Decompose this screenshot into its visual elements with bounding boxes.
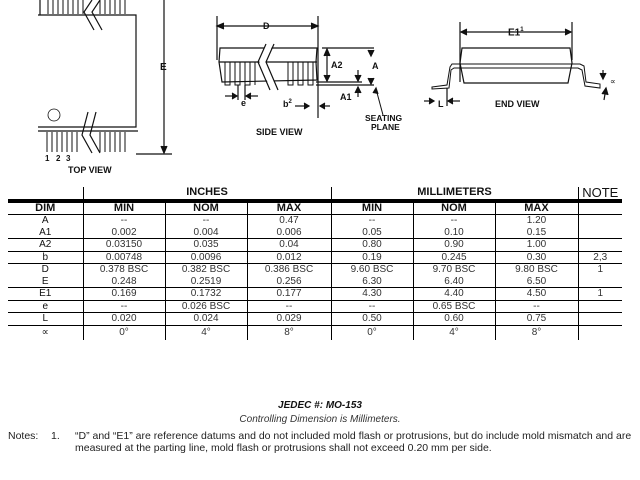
in-nom-cell: 0.004 [165,227,247,239]
dim-cell: e [8,300,83,313]
mm-max-cell: 1.00 [495,239,578,252]
in-min-cell: 0.020 [83,313,165,326]
dimension-label-D: D [263,21,270,31]
mm-nom-cell: 9.70 BSC [413,264,495,276]
mm-nom-cell: 0.10 [413,227,495,239]
mm-max-cell: 1.20 [495,215,578,227]
mm-min-cell: 9.60 BSC [331,264,413,276]
dim-cell: A1 [8,227,83,239]
in-nom-cell: 0.026 BSC [165,300,247,313]
dimension-label-L: L [438,99,444,109]
in-max-cell: 0.029 [247,313,331,326]
in-max-cell: -- [247,300,331,313]
mm-min-cell: 6.30 [331,276,413,288]
package-outline-drawing [0,0,640,180]
in-max-cell: 0.256 [247,276,331,288]
dimension-label-A2: A2 [331,60,343,70]
note-cell [578,276,622,288]
mm-min-cell: 0.19 [331,251,413,264]
dimension-label-alpha: ∝ [610,77,616,86]
in-max-cell: 0.47 [247,215,331,227]
note-cell: 1 [578,288,622,301]
dimension-label-A1: A1 [340,92,352,102]
dimension-label-b: $b^2$ [283,99,292,109]
mm-min-cell: 0° [331,325,413,340]
table-row [8,215,622,227]
in-nom-cell: 0.382 BSC [165,264,247,276]
mm-nom-cell: 4.40 [413,288,495,301]
mm-nom-cell: 0.245 [413,251,495,264]
table-row [8,227,622,239]
dim-cell: L [8,313,83,326]
mm-max-cell: 9.80 BSC [495,264,578,276]
in-min-cell: 0.00748 [83,251,165,264]
table-row [8,313,622,326]
column-header-in-max: MAX [247,201,331,215]
in-nom-cell: 0.1732 [165,288,247,301]
table-row [8,276,622,288]
in-max-cell: 0.177 [247,288,331,301]
dim-cell: A [41,215,49,226]
column-header-mm-max: MAX [495,201,578,215]
millimeters-group-header: MILLIMETERS [331,187,578,201]
mm-max-cell: 0.30 [495,251,578,264]
in-nom-cell: 0.2519 [165,276,247,288]
dimension-label-e: e [241,98,247,108]
dimension-table [8,187,622,340]
mm-max-cell: -- [495,300,578,313]
note-group-header: NOTE [578,187,622,201]
dim-cell: ∝ [41,326,49,338]
note-cell: 1 [578,264,622,276]
mm-nom-cell: 0.65 BSC [413,300,495,313]
dimension-label-E1: $E1^1$ [508,27,524,39]
mm-max-cell: 8° [495,325,578,340]
note-number: 1. [51,430,60,442]
in-min-cell: -- [83,300,165,313]
dim-cell: E1 [8,288,83,301]
note-cell [578,313,622,326]
in-max-cell: 0.012 [247,251,331,264]
in-min-cell: 0.169 [83,288,165,301]
mm-min-cell: -- [331,300,413,313]
in-max-cell: 0.386 BSC [247,264,331,276]
note-text: “D” and “E1” are reference datums and do not included mold flash or protrusions, but do include mold mismatch and are measured at the parting line, mold flash or protrusions shall not exceed 0.20 mm per side. [75,430,632,454]
seating-plane-label-2: PLANE [371,122,400,132]
note-cell [578,239,622,252]
table-row [8,300,622,313]
column-header-in-nom: NOM [165,201,247,215]
note-cell [578,215,622,227]
mm-min-cell: 0.05 [331,227,413,239]
dim-cell: E [8,276,83,288]
in-min-cell: 0.248 [83,276,165,288]
in-nom-cell: -- [165,215,247,227]
jedec-reference: JEDEC #: MO-153 [278,400,362,411]
side-view-title: SIDE VIEW [256,127,303,137]
mm-min-cell: 0.80 [331,239,413,252]
mm-nom-cell: 0.90 [413,239,495,252]
mm-max-cell: 0.75 [495,313,578,326]
top-view-title: TOP VIEW [68,165,112,175]
mm-max-cell: 6.50 [495,276,578,288]
note-cell [578,227,622,239]
table-column-header-row [8,201,622,215]
mm-nom-cell: -- [413,215,495,227]
in-min-cell: 0.002 [83,227,165,239]
dim-cell: b [8,251,83,264]
table-row [8,251,622,264]
dim-cell: A2 [8,239,83,252]
pin-2-label: 2 [56,154,61,163]
in-max-cell: 0.04 [247,239,331,252]
in-min-cell: 0.378 BSC [83,264,165,276]
pin-1-label: 1 [45,154,50,163]
mm-min-cell: 4.30 [331,288,413,301]
table-row [8,239,622,252]
column-header-note [578,201,622,215]
seating-plane-label-1: SEATING [365,113,403,123]
mm-min-cell: -- [331,215,413,227]
in-min-cell: -- [83,215,165,227]
in-max-cell: 8° [247,325,331,340]
mm-nom-cell: 0.60 [413,313,495,326]
note-cell [578,325,622,340]
table-row [8,288,622,301]
note-cell: 2,3 [578,251,622,264]
in-nom-cell: 0.035 [165,239,247,252]
mm-nom-cell: 6.40 [413,276,495,288]
in-nom-cell: 0.024 [165,313,247,326]
in-max-cell: 0.006 [247,227,331,239]
column-header-mm-nom: NOM [413,201,495,215]
in-nom-cell: 4° [165,325,247,340]
end-view-title: END VIEW [495,99,540,109]
in-min-cell: 0° [83,325,165,340]
note-cell [578,300,622,313]
column-header-dim: DIM [8,201,83,215]
mm-max-cell: 0.15 [495,227,578,239]
column-header-in-min: MIN [83,201,165,215]
mm-min-cell: 0.50 [331,313,413,326]
in-min-cell: 0.03150 [83,239,165,252]
package-drawings [0,0,640,180]
table-row [8,325,622,340]
dimension-label-A: A [372,61,379,71]
notes-label: Notes: [8,430,39,442]
table-row [8,264,622,276]
dim-cell: D [41,264,49,275]
inches-group-header: INCHES [83,187,331,201]
column-header-mm-min: MIN [331,201,413,215]
dimension-label-E: E [160,62,167,73]
table-group-header-row [8,187,622,201]
mm-max-cell: 4.50 [495,288,578,301]
controlling-dimension-note: Controlling Dimension is Millimeters. [239,414,401,425]
pin-3-label: 3 [66,154,71,163]
in-nom-cell: 0.0096 [165,251,247,264]
blank-header-cell [8,187,83,201]
mm-nom-cell: 4° [413,325,495,340]
